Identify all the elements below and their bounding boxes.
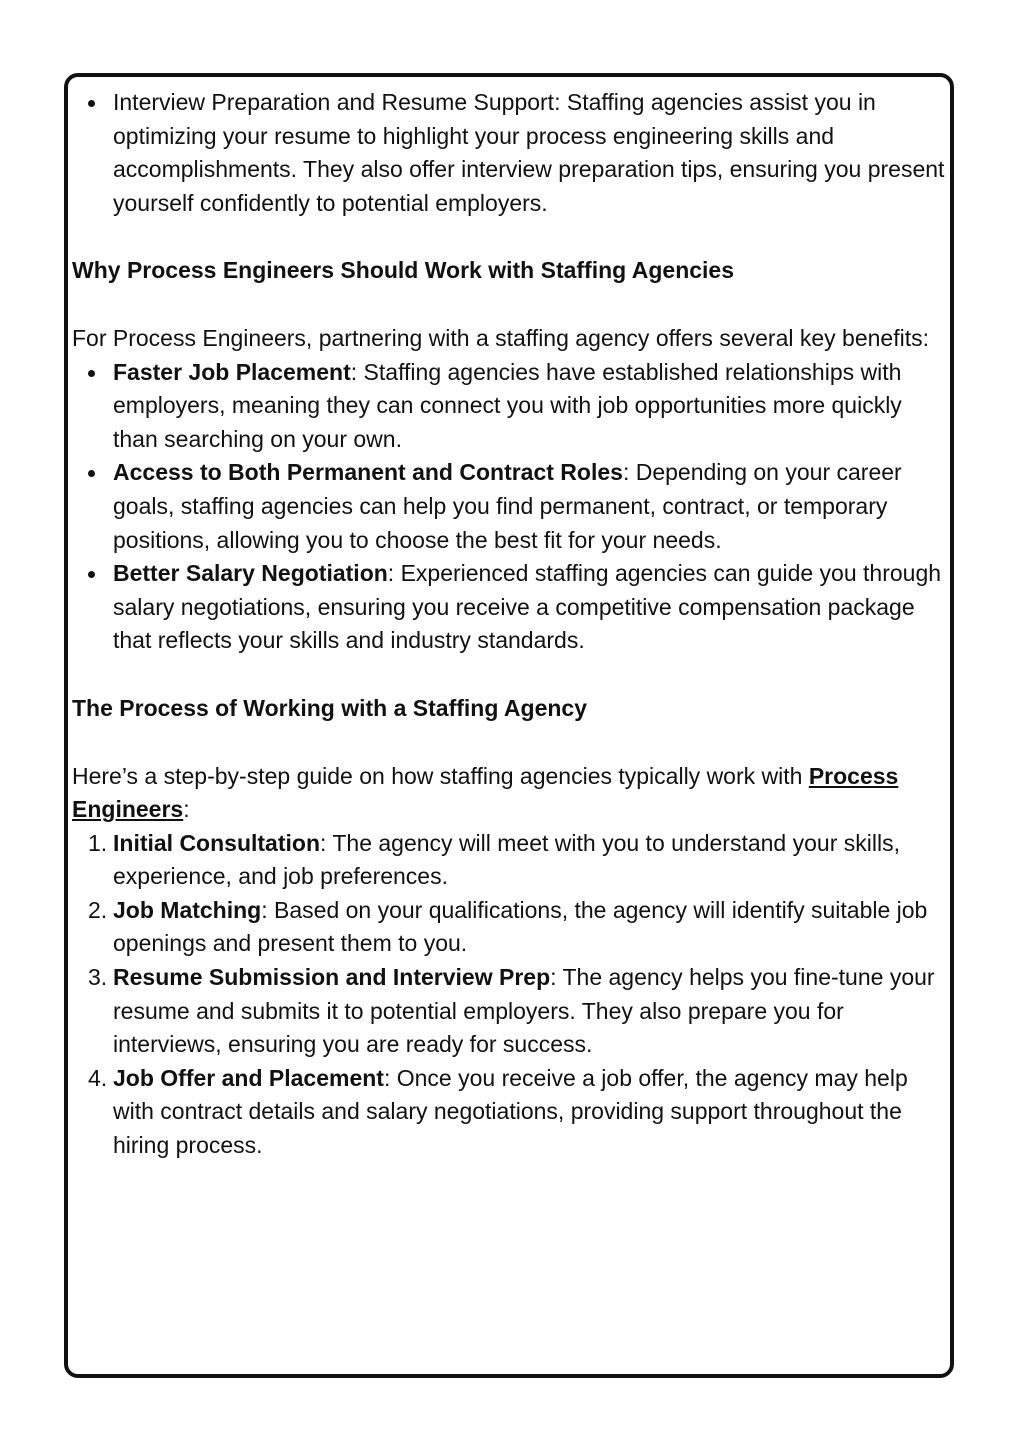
- step-title: Job Offer and Placement: [113, 1064, 384, 1091]
- bullet-icon: [88, 100, 95, 107]
- benefit-title: Better Salary Negotiation: [113, 560, 388, 587]
- benefit-text: : Staffing agencies have established relationships with employers, meaning they can connect you with job opportunities more quickly than searching on your own.: [113, 358, 902, 452]
- intro-text: Here’s a step-by-step guide on how staffing agencies typically work with: [72, 762, 809, 789]
- step-title: Initial Consultation: [113, 829, 320, 856]
- section-heading-why: Why Process Engineers Should Work with Staffing Agencies: [72, 257, 735, 284]
- list-item: [72, 557, 952, 658]
- step-number: 3.: [88, 964, 108, 991]
- bullet-icon: [88, 571, 95, 578]
- list-item: [72, 86, 952, 220]
- step-text: : The agency will meet with you to understand your skills, experience, and job preferences.: [113, 829, 900, 890]
- step-text: : Once you receive a job offer, the agency may help with contract details and salary negotiations, providing support throughout the hiring process.: [113, 1064, 908, 1159]
- list-item: [72, 456, 952, 557]
- step-number: 1.: [88, 829, 108, 856]
- benefit-text: : Experienced staffing agencies can guide you through salary negotiations, ensuring you receive a competitive compensation package that reflects your skills and industry standards.: [113, 560, 942, 654]
- step-number: 2.: [88, 896, 108, 923]
- section-heading-process: The Process of Working with a Staffing Agency: [72, 694, 588, 721]
- section-intro-paragraph: For Process Engineers, partnering with a staffing agency offers several key benefits:: [72, 324, 929, 351]
- step-text: : The agency helps you fine-tune your resume and submits it to potential employers. They also prepare you for interviews, ensuring you are ready for success.: [113, 964, 935, 1058]
- intro-colon: :: [183, 796, 190, 823]
- steps-list: [72, 827, 952, 1163]
- bullet-icon: [88, 470, 95, 477]
- list-item: [72, 827, 952, 894]
- step-title: Job Matching: [113, 896, 262, 923]
- list-item-text: Interview Preparation and Resume Support: Staffing agencies assist you in optimizing your resume to highlight your process engineering skills and accomplishments. They also offer interview preparation tips, ensuring you present yourself confidently to potential employers.: [113, 89, 945, 216]
- benefit-text: : Depending on your career goals, staffing agencies can help you find permanent, contract, or temporary positions, allowing you to choose the best fit for your needs.: [113, 459, 902, 553]
- list-item: [72, 1062, 952, 1163]
- bullet-icon: [88, 370, 95, 377]
- intro-bullet-list: [72, 86, 952, 220]
- section-intro-paragraph: [72, 760, 952, 827]
- step-text: : Based on your qualifications, the agency will identify suitable job openings and present them to you.: [113, 896, 928, 957]
- step-number: 4.: [88, 1064, 108, 1091]
- list-item: [72, 894, 952, 961]
- step-title: Resume Submission and Interview Prep: [113, 964, 551, 991]
- list-item: [72, 961, 952, 1062]
- list-item: [72, 356, 952, 457]
- process-engineers-link[interactable]: Process Engineers: [72, 762, 899, 823]
- document-body: [72, 86, 952, 1163]
- benefits-list: [72, 356, 952, 658]
- benefit-title: Access to Both Permanent and Contract Roles: [113, 459, 623, 486]
- benefit-title: Faster Job Placement: [113, 358, 351, 385]
